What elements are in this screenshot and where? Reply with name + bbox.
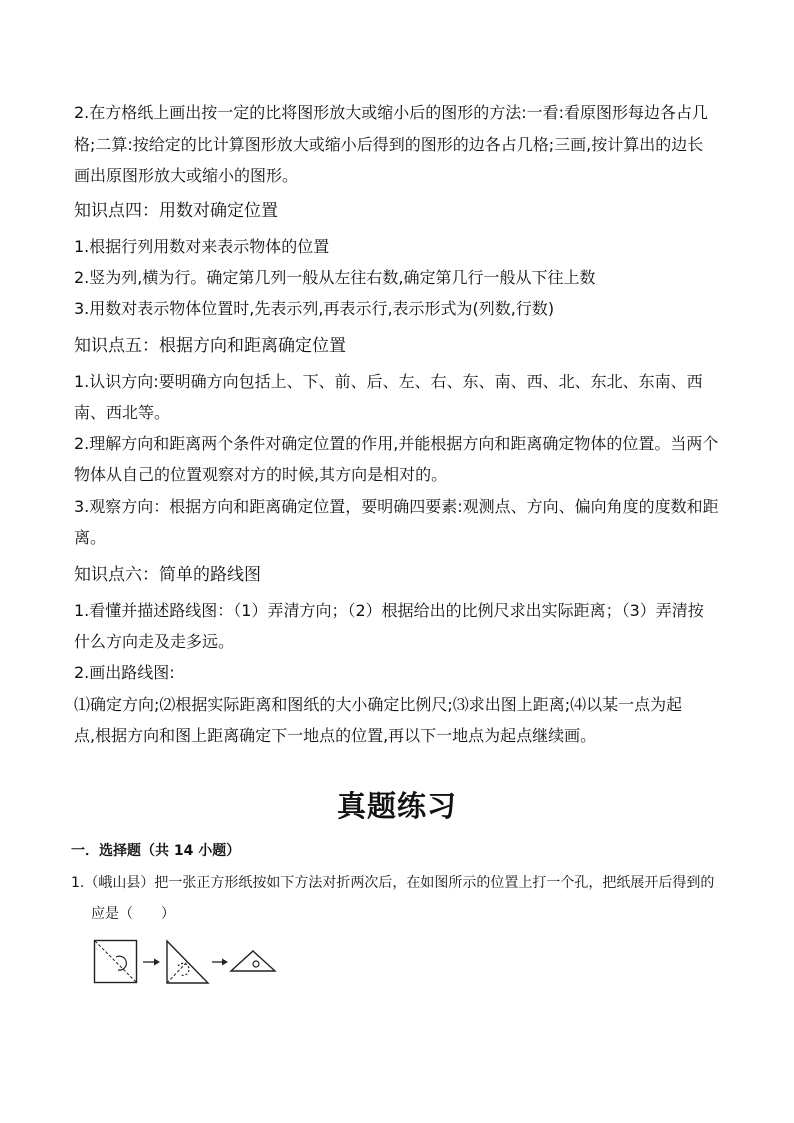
folded-small-triangle-figure	[231, 951, 275, 971]
point6-line-4: ⑴确定方向;⑵根据实际距离和图纸的大小确定比例尺;⑶求出图上距离;⑷以某一点为起	[74, 695, 683, 714]
point6-line-3: 2.画出路线图:	[74, 663, 175, 682]
point6-line-5: 点,根据方向和图上距离确定下一地点的位置,再以下一地点为起点继续画。	[74, 726, 597, 745]
point4-line-1: 1.根据行列用数对来表示物体的位置	[74, 237, 330, 256]
point5-line-5: 3.观察方向：根据方向和距离确定位置，要明确四要素:观测点、方向、偏向角度的度数和距	[74, 497, 719, 516]
square-paper-figure	[95, 941, 137, 983]
scale-method-line-2: 格;二算:按给定的比计算图形放大或缩小后得到的图形的边各占几格;三画,按计算出的边长	[74, 135, 704, 154]
point6-line-2: 什么方向走及走多远。	[74, 632, 235, 651]
knowledge-point-4-title: 知识点四：用数对确定位置	[74, 201, 278, 221]
folded-triangle-figure	[167, 941, 208, 983]
knowledge-point-6-title: 知识点六：简单的路线图	[74, 565, 261, 585]
paper-folding-diagram	[93, 937, 283, 987]
knowledge-point-5-title: 知识点五：根据方向和距离确定位置	[74, 336, 346, 356]
point5-line-2: 南、西北等。	[74, 403, 171, 422]
question-1-line-2: 应是（ ）	[91, 906, 175, 922]
arrow-right-icon	[212, 959, 228, 966]
arrow-right-icon	[143, 959, 160, 966]
scale-method-line-1: 2.在方格纸上画出按一定的比将图形放大或缩小后的图形的方法:一看:看原图形每边各占几	[74, 103, 709, 122]
question-1-line-1: 1.（峨山县）把一张正方形纸按如下方法对折两次后，在如图所示的位置上打一个孔，把纸展开后得到的	[71, 875, 715, 891]
point5-line-3: 2.理解方向和距离两个条件对确定位置的作用,并能根据方向和距离确定物体的位置。当两个	[74, 434, 719, 453]
point4-line-3: 3.用数对表示物体位置时,先表示列,再表示行,表示形式为(列数,行数)	[74, 299, 555, 318]
point6-line-1: 1.看懂并描述路线图：（1）弄清方向；（2）根据给出的比例尺求出实际距离；（3）弄清按	[74, 601, 704, 620]
scale-method-line-3: 画出原图形放大或缩小的图形。	[74, 166, 299, 185]
practice-title: 真题练习	[336, 789, 457, 823]
point5-line-6: 离。	[74, 528, 107, 547]
point4-line-2: 2.竖为列,横为行。确定第几列一般从左往右数,确定第几行一般从下往上数	[74, 268, 596, 287]
point5-line-4: 物体从自己的位置观察对方的时候,其方向是相对的。	[74, 465, 448, 484]
multiple-choice-heading: 一．选择题（共 14 小题）	[71, 843, 241, 859]
point5-line-1: 1.认识方向:要明确方向包括上、下、前、后、左、右、东、南、西、北、东北、东南、西	[74, 372, 703, 391]
